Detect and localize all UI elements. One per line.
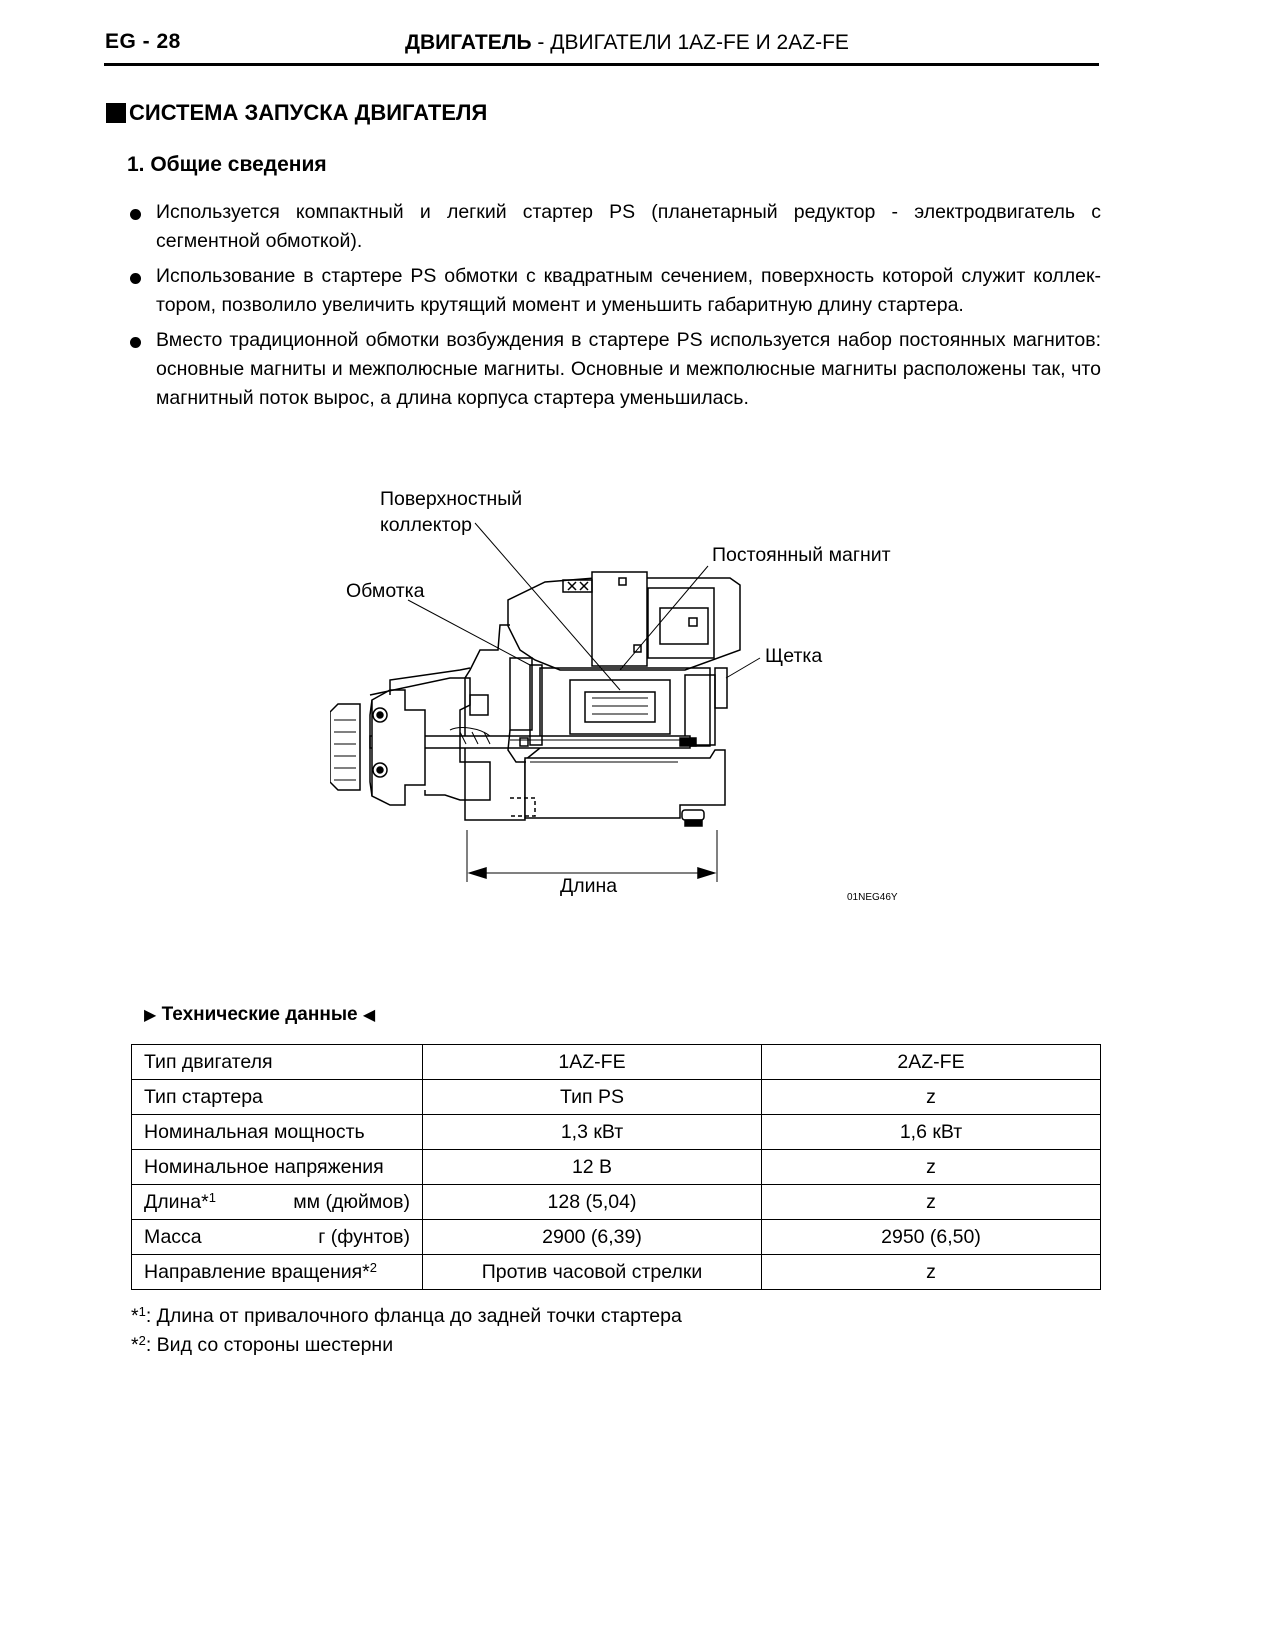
label-permanent-magnet: Постоянный магнит <box>712 544 891 566</box>
value-1az-cell: Против часовой стрелки <box>423 1255 762 1290</box>
table-row <box>132 1080 1101 1115</box>
param-name-wrap <box>144 1226 202 1249</box>
param-name-wrap <box>144 1156 384 1179</box>
footnote-text: : Вид со стороны шестерни <box>145 1334 394 1356</box>
table-row <box>132 1255 1101 1290</box>
param-cell <box>132 1255 423 1290</box>
value-1az-cell: 12 В <box>423 1150 762 1185</box>
table-row <box>132 1115 1101 1150</box>
value-2az-cell: z <box>762 1185 1101 1220</box>
specs-title <box>144 1004 375 1026</box>
param-name-wrap <box>144 1051 273 1074</box>
label-commutator-line1: Поверхностный <box>380 488 523 510</box>
section-title <box>106 100 487 126</box>
param-unit: г (фунтов) <box>318 1225 410 1248</box>
value-1az-cell: 1,3 кВт <box>423 1115 762 1150</box>
param-wrap <box>144 1191 410 1214</box>
footnote-number: 2 <box>138 1333 146 1348</box>
param-name: Тип двигателя <box>144 1050 273 1073</box>
square-bullet-icon <box>106 103 126 123</box>
header-rule <box>104 63 1099 66</box>
value-2az-cell: z <box>762 1150 1101 1185</box>
param-cell <box>132 1080 423 1115</box>
value-2az-cell: 1,6 кВт <box>762 1115 1101 1150</box>
specs-title-text: Технические данные <box>161 1004 358 1025</box>
running-header <box>405 31 849 55</box>
param-name: Длина* <box>144 1190 209 1213</box>
param-wrap <box>144 1156 410 1179</box>
footnote-ref: 2 <box>369 1259 377 1275</box>
footnote-number: 1 <box>138 1304 146 1319</box>
param-wrap <box>144 1261 410 1284</box>
param-cell <box>132 1150 423 1185</box>
value-2az-cell: z <box>762 1255 1101 1290</box>
param-name-wrap <box>144 1086 263 1109</box>
param-cell <box>132 1185 423 1220</box>
footnote-text: : Длина от привалочного фланца до задней точки стартера <box>145 1305 682 1327</box>
param-name: Тип стартера <box>144 1085 263 1108</box>
page-number: EG - 28 <box>105 30 181 53</box>
chapter-title: ДВИГАТЕЛЬ <box>405 31 532 54</box>
triangle-left-icon: ◀ <box>362 1007 376 1024</box>
param-wrap <box>144 1121 410 1144</box>
bullet-item <box>127 262 1101 320</box>
param-name: Номинальная мощность <box>144 1120 365 1143</box>
param-cell <box>132 1045 423 1080</box>
footnote-ref: 1 <box>208 1189 216 1205</box>
starter-cutaway-drawing <box>330 500 950 960</box>
label-commutator-line2: коллектор <box>380 514 472 536</box>
bullet-dot-icon <box>130 337 141 348</box>
param-name: Направление вращения* <box>144 1260 370 1283</box>
table-row <box>132 1185 1101 1220</box>
figure-code: 01NEG46Y <box>847 892 898 903</box>
label-brush: Щетка <box>765 645 823 667</box>
footnotes <box>131 1302 682 1360</box>
param-wrap <box>144 1226 410 1249</box>
bullet-list <box>127 198 1101 419</box>
table-row <box>132 1150 1101 1185</box>
value-1az-cell: Тип PS <box>423 1080 762 1115</box>
param-name-wrap <box>144 1121 365 1144</box>
param-cell <box>132 1115 423 1150</box>
param-name-wrap <box>144 1261 377 1284</box>
param-name: Номинальное напряжения <box>144 1155 384 1178</box>
bullet-item <box>127 198 1101 256</box>
footnote <box>131 1302 682 1331</box>
value-2az-cell: 2AZ-FE <box>762 1045 1101 1080</box>
subsection-title: 1. Общие сведения <box>127 153 327 176</box>
table-row <box>132 1045 1101 1080</box>
bullet-text: Используется компактный и легкий стартер PS (планетарный редуктор - электродвигатель с сегментной обмоткой). <box>156 201 1101 252</box>
chapter-subtitle: - ДВИГАТЕЛИ 1AZ-FE И 2AZ-FE <box>531 31 849 54</box>
footnote <box>131 1331 682 1360</box>
param-name-wrap <box>144 1191 216 1214</box>
param-wrap <box>144 1086 410 1109</box>
triangle-right-icon: ▶ <box>144 1007 157 1024</box>
param-name: Масса <box>144 1225 202 1248</box>
value-1az-cell: 1AZ-FE <box>423 1045 762 1080</box>
label-length: Длина <box>560 875 618 897</box>
bullet-dot-icon <box>130 209 141 220</box>
label-winding: Обмотка <box>346 580 425 602</box>
value-1az-cell: 128 (5,04) <box>423 1185 762 1220</box>
bullet-text: Использование в стартере PS обмотки с квадратным сечением, поверхность которой служит коллек-тором, позволило увеличить крутящий момент и уменьшить габаритную длину стартера. <box>156 265 1101 316</box>
bullet-item <box>127 326 1101 413</box>
value-1az-cell: 2900 (6,39) <box>423 1220 762 1255</box>
specs-table <box>131 1044 1101 1290</box>
footnote-mark: * <box>131 1334 139 1356</box>
param-unit: мм (дюймов) <box>293 1190 410 1213</box>
section-title-text: СИСТЕМА ЗАПУСКА ДВИГАТЕЛЯ <box>129 100 488 125</box>
value-2az-cell: 2950 (6,50) <box>762 1220 1101 1255</box>
value-2az-cell: z <box>762 1080 1101 1115</box>
param-cell <box>132 1220 423 1255</box>
table-row <box>132 1220 1101 1255</box>
starter-diagram <box>330 488 950 960</box>
footnote-mark: * <box>131 1305 139 1327</box>
bullet-text: Вместо традиционной обмотки возбуждения в стартере PS используется набор постоянных магнитов: основные магниты и межполюсные магниты. Основные и межполюсные магниты расположены так, что магнитный поток вырос, а длина корпуса стартера уменьшилась. <box>156 329 1101 409</box>
param-wrap <box>144 1051 410 1074</box>
bullet-dot-icon <box>130 273 141 284</box>
